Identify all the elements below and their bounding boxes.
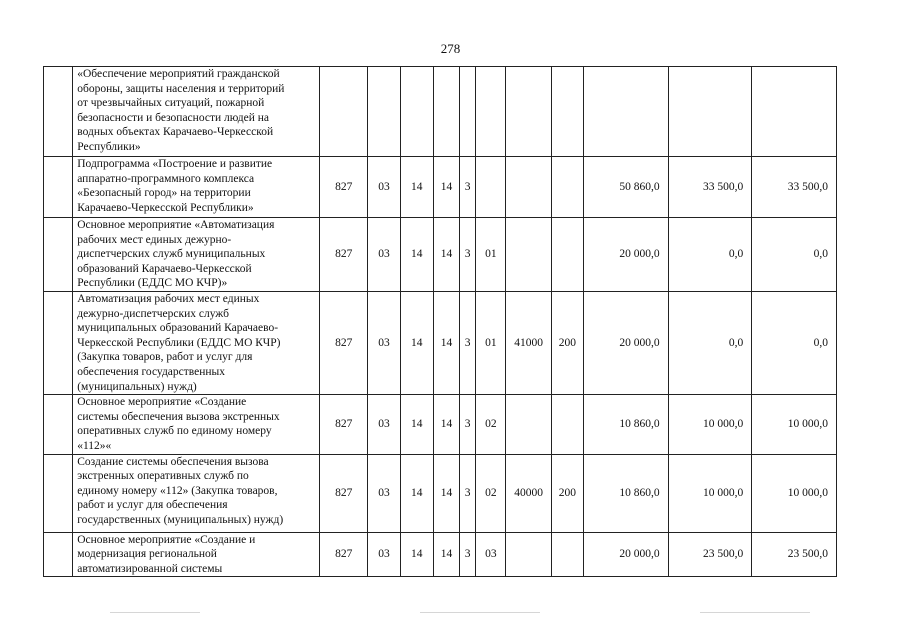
cell-ministry-code: 827 [320, 395, 368, 454]
cell-ministry-code [320, 67, 368, 157]
cell-amount-year3: 0,0 [752, 292, 837, 395]
cell-direction-code [506, 395, 551, 454]
cell-subprogram-code: 3 [460, 454, 476, 532]
cell-ministry-code: 827 [320, 454, 368, 532]
cell-main-event-code: 03 [476, 532, 506, 577]
table-row [44, 218, 837, 292]
cell-ministry-code: 827 [320, 157, 368, 218]
cell-subsection-code: 14 [400, 395, 433, 454]
table-row [44, 157, 837, 218]
cell-amount-year1: 50 860,0 [584, 157, 669, 218]
cell-expense-type-code [551, 157, 583, 218]
cell-subsection-code: 14 [400, 218, 433, 292]
cell-expense-type-code [551, 218, 583, 292]
cell-subsection-code [400, 67, 433, 157]
cell-main-event-code: 01 [476, 292, 506, 395]
cell-name: Основное мероприятие «Создание и модернизация региональной автоматизированной системы [73, 532, 320, 577]
cell-amount-year1: 10 860,0 [584, 454, 669, 532]
cell-amount-year2 [668, 67, 752, 157]
cell-amount-year1: 20 000,0 [584, 292, 669, 395]
cell-amount-year3 [752, 67, 837, 157]
cell-main-event-code: 02 [476, 395, 506, 454]
cell-expense-type-code [551, 532, 583, 577]
cell-amount-year3: 23 500,0 [752, 532, 837, 577]
cell-empty [44, 532, 73, 577]
cell-amount-year1: 20 000,0 [584, 218, 669, 292]
table-row [44, 532, 837, 577]
cell-section-code: 03 [368, 395, 400, 454]
cell-main-event-code [476, 157, 506, 218]
cell-empty [44, 67, 73, 157]
cell-main-event-code: 01 [476, 218, 506, 292]
cell-amount-year1: 20 000,0 [584, 532, 669, 577]
cell-direction-code [506, 218, 551, 292]
cell-section-code: 03 [368, 218, 400, 292]
cell-subprogram-code: 3 [460, 292, 476, 395]
cell-direction-code: 41000 [506, 292, 551, 395]
cell-amount-year2: 33 500,0 [668, 157, 752, 218]
cell-empty [44, 454, 73, 532]
cell-subprogram-code [460, 67, 476, 157]
cell-name: Подпрограмма «Построение и развитие аппаратно-программного комплекса «Безопасный город» на территории Карачаево-Черкесской Республики» [73, 157, 320, 218]
cell-ministry-code: 827 [320, 532, 368, 577]
cell-name: Создание системы обеспечения вызова экстренных оперативных служб по единому номеру «112» (Закупка товаров, работ и услуг для обеспечения государственных (муниципальных) нужд) [73, 454, 320, 532]
cell-program-code: 14 [433, 532, 459, 577]
table-row [44, 292, 837, 395]
cell-direction-code [506, 532, 551, 577]
cell-main-event-code [476, 67, 506, 157]
cell-empty [44, 292, 73, 395]
cell-empty [44, 157, 73, 218]
cell-amount-year2: 23 500,0 [668, 532, 752, 577]
cell-direction-code [506, 67, 551, 157]
cell-amount-year3: 10 000,0 [752, 395, 837, 454]
cell-program-code [433, 67, 459, 157]
cell-amount-year3: 10 000,0 [752, 454, 837, 532]
cell-section-code [368, 67, 400, 157]
cell-program-code: 14 [433, 292, 459, 395]
cell-subsection-code: 14 [400, 532, 433, 577]
cell-subprogram-code: 3 [460, 532, 476, 577]
cell-subprogram-code: 3 [460, 395, 476, 454]
cell-empty [44, 218, 73, 292]
table-row [44, 67, 837, 157]
cell-expense-type-code: 200 [551, 454, 583, 532]
cell-amount-year1 [584, 67, 669, 157]
cell-amount-year2: 0,0 [668, 218, 752, 292]
cell-main-event-code: 02 [476, 454, 506, 532]
scan-artifact-line [420, 612, 540, 613]
cell-section-code: 03 [368, 454, 400, 532]
cell-expense-type-code [551, 395, 583, 454]
cell-name: «Обеспечение мероприятий гражданской обороны, защиты населения и территорий от чрезвычайных ситуаций, пожарной безопасности и безопасности людей на водных объектах Карачаево-Черкесской Республики» [73, 67, 320, 157]
budget-table [43, 66, 837, 577]
cell-direction-code: 40000 [506, 454, 551, 532]
cell-subsection-code: 14 [400, 157, 433, 218]
cell-ministry-code: 827 [320, 292, 368, 395]
cell-empty [44, 395, 73, 454]
cell-subprogram-code: 3 [460, 157, 476, 218]
cell-ministry-code: 827 [320, 218, 368, 292]
cell-amount-year3: 33 500,0 [752, 157, 837, 218]
scan-artifact-line [700, 612, 810, 613]
cell-program-code: 14 [433, 218, 459, 292]
cell-amount-year2: 0,0 [668, 292, 752, 395]
cell-expense-type-code [551, 67, 583, 157]
table-body [44, 67, 837, 577]
cell-name: Основное мероприятие «Создание системы обеспечения вызова экстренных оперативных служб по единому номеру «112»« [73, 395, 320, 454]
cell-program-code: 14 [433, 454, 459, 532]
scan-artifact-line [110, 612, 200, 613]
cell-subsection-code: 14 [400, 292, 433, 395]
cell-amount-year1: 10 860,0 [584, 395, 669, 454]
table-row [44, 395, 837, 454]
cell-amount-year2: 10 000,0 [668, 454, 752, 532]
cell-expense-type-code: 200 [551, 292, 583, 395]
cell-program-code: 14 [433, 157, 459, 218]
cell-direction-code [506, 157, 551, 218]
table-row [44, 454, 837, 532]
cell-name: Автоматизация рабочих мест единых дежурно-диспетчерских служб муниципальных образований Карачаево- Черкесской Республики (ЕДДС МО КЧР) (Закупка товаров, работ и услуг для обеспечения государственных (муниципальных) нужд) [73, 292, 320, 395]
cell-subprogram-code: 3 [460, 218, 476, 292]
cell-program-code: 14 [433, 395, 459, 454]
cell-name: Основное мероприятие «Автоматизация рабочих мест единых дежурно- диспетчерских служб муниципальных образований Карачаево-Черкесской Республики (ЕДДС МО КЧР)» [73, 218, 320, 292]
cell-amount-year2: 10 000,0 [668, 395, 752, 454]
cell-section-code: 03 [368, 157, 400, 218]
page-number: 278 [440, 41, 461, 56]
cell-amount-year3: 0,0 [752, 218, 837, 292]
cell-section-code: 03 [368, 532, 400, 577]
cell-subsection-code: 14 [400, 454, 433, 532]
cell-section-code: 03 [368, 292, 400, 395]
